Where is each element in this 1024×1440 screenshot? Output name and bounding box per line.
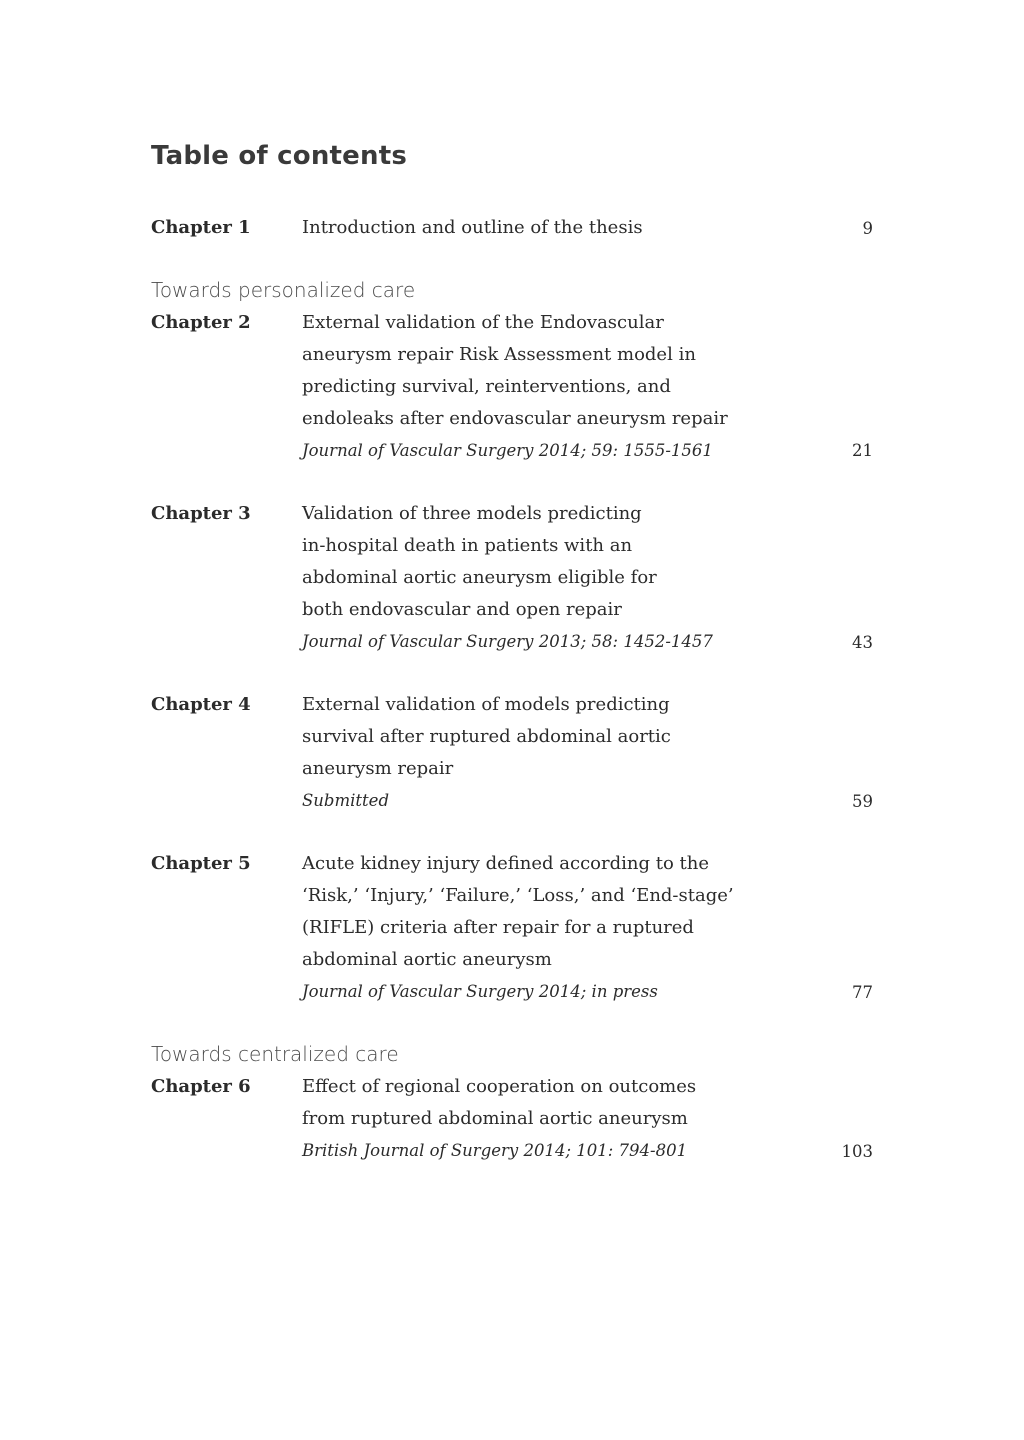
page-number[interactable]: 21 [852, 441, 873, 460]
chapter-title-line: External validation of models predicting [302, 694, 670, 715]
chapter-title[interactable] [302, 307, 762, 435]
chapter-label: Chapter 6 [151, 1076, 251, 1097]
chapter-title-line: Acute kidney injury defined according to the [302, 853, 710, 874]
chapter-title[interactable] [302, 689, 762, 785]
page-number[interactable]: 59 [852, 792, 873, 811]
chapter-title-line: Validation of three models predicting [302, 503, 642, 524]
chapter-source: Journal of Vascular Surgery 2013; 58: 1452-1457 [302, 632, 713, 651]
chapter-title-line: aneurysm repair Risk Assessment model in [302, 344, 696, 365]
chapter-label: Chapter 5 [151, 853, 251, 874]
chapter-title-line: predicting survival, reinterventions, and [302, 376, 671, 397]
chapter-title[interactable] [302, 498, 762, 626]
chapter-source: Journal of Vascular Surgery 2014; 59: 1555-1561 [302, 441, 713, 460]
chapter-title[interactable] [302, 212, 762, 244]
chapter-label: Chapter 4 [151, 694, 251, 715]
page-number[interactable]: 77 [852, 983, 873, 1002]
page-number[interactable]: 43 [852, 633, 873, 652]
chapter-title-line: in-hospital death in patients with an [302, 535, 633, 556]
chapter-source: Submitted [302, 791, 390, 810]
chapter-title-line: abdominal aortic aneurysm [302, 949, 552, 970]
chapter-title-line: External validation of the Endovascular [302, 312, 664, 333]
section-heading-centralized: Towards centralized care [151, 1042, 399, 1066]
page-number[interactable]: 103 [841, 1142, 873, 1161]
chapter-label: Chapter 2 [151, 312, 251, 333]
chapter-title-line: both endovascular and open repair [302, 599, 622, 620]
chapter-source: British Journal of Surgery 2014; 101: 794-801 [302, 1141, 688, 1160]
chapter-title-line: survival after ruptured abdominal aortic [302, 726, 671, 747]
chapter-title-line: abdominal aortic aneurysm eligible for [302, 567, 657, 588]
chapter-title[interactable] [302, 1071, 762, 1135]
chapter-title-line: ‘Risk,’ ‘Injury,’ ‘Failure,’ ‘Loss,’ and ‘End-stage’ [302, 885, 734, 906]
page-number[interactable]: 9 [862, 219, 873, 238]
chapter-title-line: endoleaks after endovascular aneurysm repair [302, 408, 728, 429]
section-heading-personalized: Towards personalized care [151, 278, 416, 302]
chapter-title-line: from ruptured abdominal aortic aneurysm [302, 1108, 688, 1129]
chapter-label: Chapter 1 [151, 217, 251, 238]
chapter-title-line: Introduction and outline of the thesis [302, 217, 643, 238]
chapter-title[interactable] [302, 848, 762, 976]
chapter-title-line: aneurysm repair [302, 758, 454, 779]
chapter-title-line: Effect of regional cooperation on outcomes [302, 1076, 697, 1097]
chapter-source: Journal of Vascular Surgery 2014; in press [302, 982, 658, 1001]
chapter-title-line: (RIFLE) criteria after repair for a ruptured [302, 917, 694, 938]
chapter-label: Chapter 3 [151, 503, 251, 524]
page-title: Table of contents [151, 141, 408, 171]
